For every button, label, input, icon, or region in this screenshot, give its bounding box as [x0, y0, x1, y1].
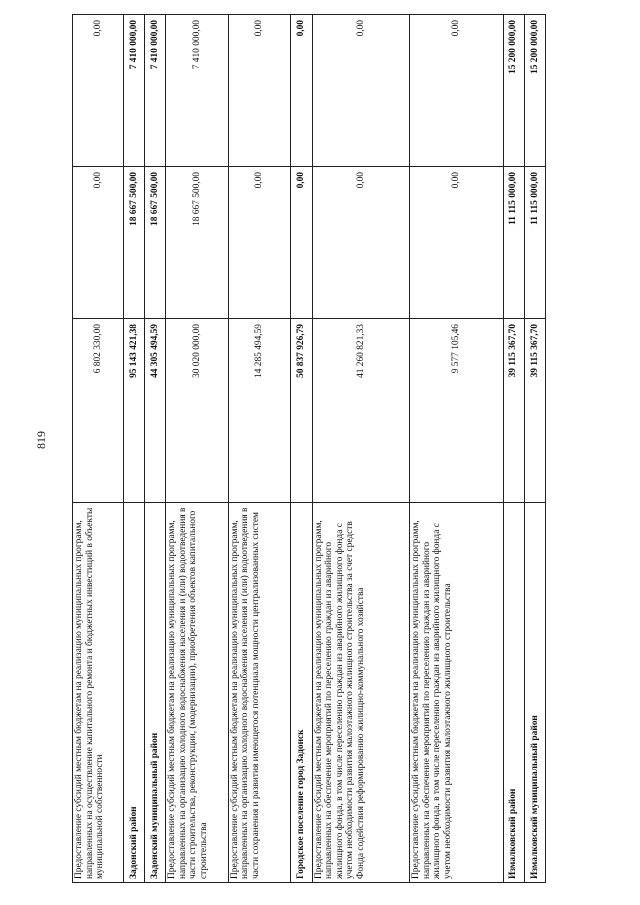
- value-cell: 0,00: [291, 167, 312, 319]
- value-cell: 7 410 000,00: [123, 15, 144, 167]
- table-row: [145, 15, 166, 883]
- value-cell: 0,00: [73, 167, 124, 319]
- value-cell: 44 305 494,59: [145, 319, 166, 503]
- value-cell: 0,00: [228, 167, 291, 319]
- row-name: Измалковский муниципальный район: [524, 503, 545, 883]
- table-row: [503, 15, 524, 883]
- table-row: [524, 15, 545, 883]
- row-name: Задонский муниципальный район: [145, 503, 166, 883]
- row-name: Предоставление субсидий местным бюджетам на реализацию муниципальных программ, направленных на организацию холодного водоснабжения населения и (или) водоотведения в части сохранения и развития имеющегося потенциала мощности централизованных систем: [228, 503, 291, 883]
- page-number: 819: [34, 431, 48, 449]
- value-cell: 18 667 500,00: [145, 167, 166, 319]
- value-cell: 95 143 421,38: [123, 319, 144, 503]
- value-cell: 18 667 500,00: [123, 167, 144, 319]
- row-name: Измалковский район: [503, 503, 524, 883]
- value-cell: 0,00: [291, 15, 312, 167]
- table-row: [228, 15, 291, 883]
- value-cell: 6 802 330,00: [73, 319, 124, 503]
- value-cell: 11 115 000,00: [503, 167, 524, 319]
- table-row: [123, 15, 144, 883]
- value-cell: 0,00: [410, 15, 503, 167]
- table-row: [410, 15, 503, 883]
- row-name: Предоставление субсидий местным бюджетам на реализацию муниципальных программ, направленных на организацию холодного водоснабжения населения и (или) водоотведения в части строительства, реконструкции, (модернизации), приобретения объектов капитального строительства: [166, 503, 229, 883]
- value-cell: 39 115 367,70: [503, 319, 524, 503]
- value-cell: 11 115 000,00: [524, 167, 545, 319]
- value-cell: 41 260 821,33: [312, 319, 410, 503]
- value-cell: 39 115 367,70: [524, 319, 545, 503]
- value-cell: 0,00: [228, 15, 291, 167]
- value-cell: 9 577 105,46: [410, 319, 503, 503]
- value-cell: 0,00: [73, 15, 124, 167]
- value-cell: 7 410 000,00: [145, 15, 166, 167]
- value-cell: 7 410 000,00: [166, 15, 229, 167]
- row-name: Городское поселение город Задонск: [291, 503, 312, 883]
- row-name: Предоставление субсидий местным бюджетам на реализацию муниципальных программ, направленных на обеспечение мероприятий по переселению граждан из аварийного жилищного фонда, в том числе переселению граждан из аварийного жилищного фонда с учетом необходимости развития малоэтажного жилищного строительства: [410, 503, 503, 883]
- table-row: [166, 15, 229, 883]
- budget-table: [72, 14, 546, 883]
- value-cell: 30 020 000,00: [166, 319, 229, 503]
- row-name: Предоставление субсидий местным бюджетам на реализацию муниципальных программ, направленных на обеспечение мероприятий по переселению граждан из аварийного жилищного фонда, в том числе переселению граждан из аварийного жилищного фонда с учетом необходимости развития малоэтажного жилищного строительства за счет средств Фонда содействия реформированию жилищно-коммунального хозяйства: [312, 503, 410, 883]
- row-name: Задонский район: [123, 503, 144, 883]
- value-cell: 14 285 494,59: [228, 319, 291, 503]
- table-row: [312, 15, 410, 883]
- value-cell: 0,00: [312, 15, 410, 167]
- value-cell: 15 200 000,00: [503, 15, 524, 167]
- row-name: Предоставление субсидий местным бюджетам на реализацию муниципальных программ, направленных на осуществление капитального ремонта и бюджетных инвестиций в объекты муниципальной собственности: [73, 503, 124, 883]
- value-cell: 18 667 500,00: [166, 167, 229, 319]
- value-cell: 50 837 926,79: [291, 319, 312, 503]
- rotated-table-container: [72, 15, 546, 883]
- value-cell: 15 200 000,00: [524, 15, 545, 167]
- table-row: [73, 15, 124, 883]
- table-row: [291, 15, 312, 883]
- value-cell: 0,00: [410, 167, 503, 319]
- value-cell: 0,00: [312, 167, 410, 319]
- table-body: [73, 15, 546, 883]
